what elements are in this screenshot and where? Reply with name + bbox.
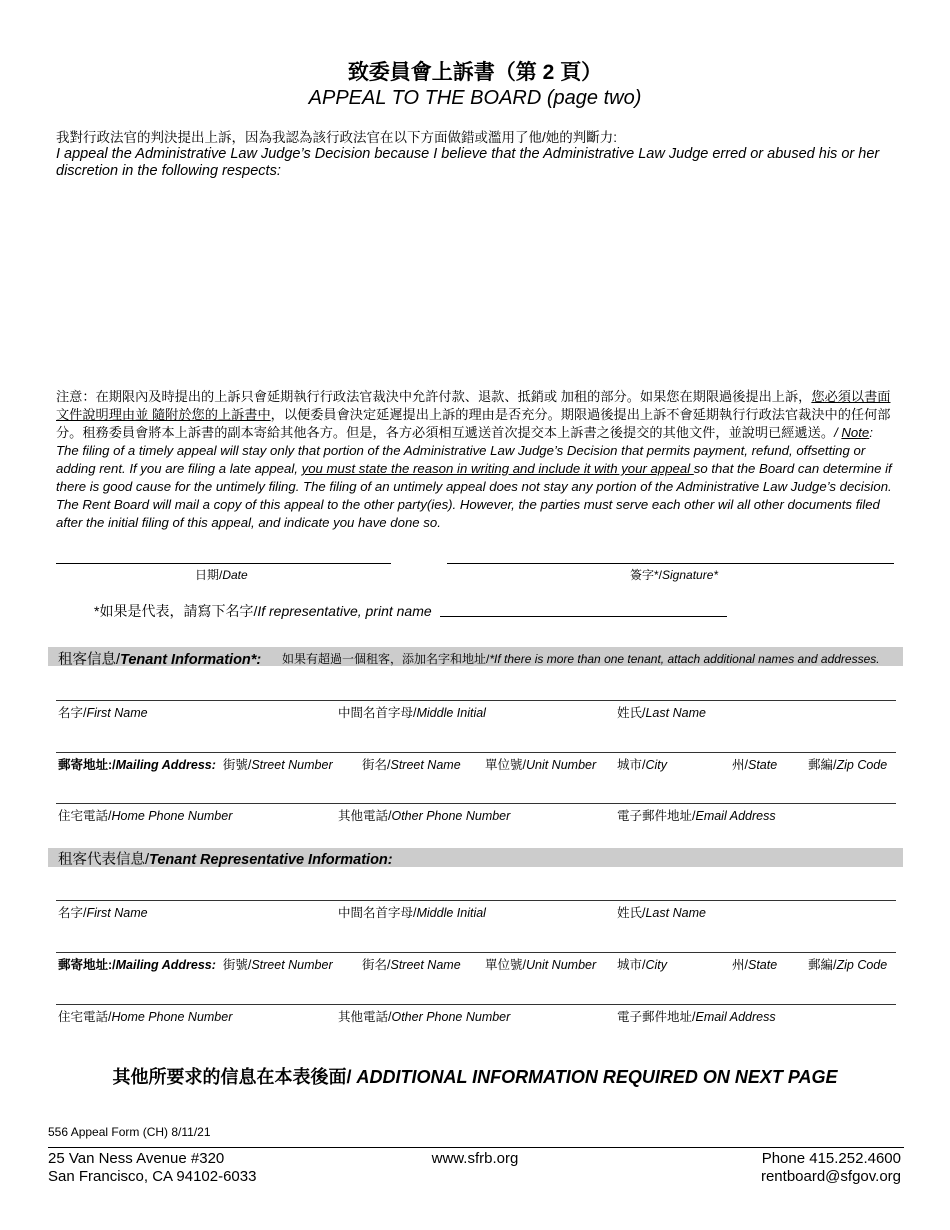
rep-home-phone-label: 住宅電話/Home Phone Number — [58, 1010, 233, 1024]
title-zh-num: 2 — [542, 61, 555, 84]
note-zh-underlined: 您必須以書面文件說明理由並 隨附於您的上訴書中 — [56, 389, 891, 422]
note-en-part1: : The filing of a timely appeal will stay only that portion of the Administrative Law Judge’s Decision that permits payment, refund, offsetting or adding rent. If you are filing a late appeal, — [56, 425, 873, 476]
note-en-part2: so that the Board can determine if there is good cause for the untimely filing. The filing of an untimely appeal does not stay any portion of the Administrative Law Judge’s decision. The Rent Board will mail a copy of this appeal to the other party(ies). However, the parties must serve each other wil all other documents filed after the initial filing of this appeal, and indicate you have done so. — [56, 461, 892, 530]
note-en-sep: / — [834, 425, 842, 440]
page-title-en: APPEAL TO THE BOARD (page two) — [308, 87, 642, 109]
note-zh-part1: 注意：在期限內及時提出的上訴只會延期執行行政法官裁決中允許付款、退款、抵銷或 加租的部分。如果您在期限過後提出上訴， — [56, 389, 812, 404]
tenant-home-phone-label: 住宅電話/Home Phone Number — [58, 809, 233, 823]
rep-other-phone-label: 其他電話/Other Phone Number — [338, 1010, 511, 1024]
rep-first-name-label: 名字/First Name — [58, 906, 148, 920]
rep-mailing-address-label: 郵寄地址:/Mailing Address: 街號/Street Number — [58, 958, 333, 972]
tenant-unit-number-label: 單位號/Unit Number — [485, 758, 597, 772]
address-line-1: 25 Van Ness Avenue #320 — [48, 1150, 225, 1167]
rep-email-label: 電子郵件地址/Email Address — [617, 1010, 776, 1024]
tenant-info-title: 租客信息/Tenant Information*: — [58, 652, 262, 668]
tenant-last-name-label: 姓氏/Last Name — [617, 706, 706, 720]
tenant-other-phone-label: 其他電話/Other Phone Number — [338, 809, 511, 823]
representative-name-line[interactable] — [440, 616, 727, 617]
address-line-2: San Francisco, CA 94102-6033 — [48, 1168, 257, 1185]
tenant-state-label: 州/State — [732, 758, 778, 772]
rep-middle-initial-label: 中間名首字母/Middle Initial — [338, 906, 486, 920]
rep-last-name-label: 姓氏/Last Name — [617, 906, 706, 920]
title-zh-post: 頁） — [560, 61, 603, 84]
footer-website[interactable]: www.sfrb.org — [431, 1150, 519, 1167]
tenant-email-label: 電子郵件地址/Email Address — [617, 809, 776, 823]
tenant-city-label: 城市/City — [617, 758, 668, 772]
representative-info-title: 租客代表信息/Tenant Representative Information: — [58, 852, 393, 868]
tenant-info-note: 如果有超過一個租客，添加名字和地址/*If there is more than one tenant, attach additional names and addresses. — [282, 652, 880, 666]
page-title-zh — [0, 56, 950, 86]
rep-phone-line[interactable] — [56, 1004, 896, 1005]
tenant-phone-line[interactable] — [56, 803, 896, 804]
tenant-name-line[interactable] — [56, 700, 896, 701]
rep-address-line[interactable] — [56, 952, 896, 953]
footer-phone: Phone 415.252.4600 — [761, 1150, 901, 1167]
rep-zip-code-label: 郵編/Zip Code — [808, 958, 888, 972]
representative-name-label: *如果是代表，請寫下名字/If representative, print name — [94, 603, 432, 619]
intro-text-zh: 我對行政法官的判決提出上訴，因為我認為該行政法官在以下方面做錯或濫用了他/她的判斷力: — [56, 130, 618, 145]
rep-unit-number-label: 單位號/Unit Number — [485, 958, 597, 972]
form-id: 556 Appeal Form (CH) 8/11/21 — [48, 1125, 211, 1139]
tenant-first-name-label: 名字/First Name — [58, 706, 148, 720]
signature-label: 簽字*/Signature* — [630, 568, 719, 582]
note-en-underlined: you must state the reason in writing and include it with your appeal — [301, 461, 694, 476]
signature-line[interactable] — [447, 563, 894, 564]
note-en-note-word: Note — [841, 425, 870, 440]
tenant-street-name-label: 街名/Street Name — [362, 758, 461, 772]
footer-rule — [48, 1147, 904, 1148]
footer-contact — [761, 1150, 901, 1186]
rep-street-name-label: 街名/Street Name — [362, 958, 461, 972]
rep-state-label: 州/State — [732, 958, 778, 972]
tenant-middle-initial-label: 中間名首字母/Middle Initial — [338, 706, 486, 720]
tenant-mailing-address-label: 郵寄地址:/Mailing Address: 街號/Street Number — [58, 758, 333, 772]
rep-city-label: 城市/City — [617, 958, 668, 972]
note-paragraph — [56, 388, 896, 532]
date-label: 日期/Date — [195, 568, 248, 582]
appeal-reasons-area[interactable] — [56, 185, 896, 380]
rep-name-line[interactable] — [56, 900, 896, 901]
intro-text-en: I appeal the Administrative Law Judge’s Decision because I believe that the Administrative Law Judge erred or abused his or her discretion in the following respects: — [56, 146, 880, 179]
tenant-zip-code-label: 郵編/Zip Code — [808, 758, 888, 772]
additional-info-notice: 其他所要求的信息在本表後面/ ADDITIONAL INFORMATION REQUIRED ON NEXT PAGE — [112, 1067, 838, 1087]
footer-email[interactable]: rentboard@sfgov.org — [760, 1168, 901, 1185]
note-zh-part2: ，以便委員會決定延遲提出上訴的理由是否充分。期限過後提出上訴不會延期執行行政法官裁決中的任何部分。租務委員會將本上訴書的副本寄給其他各方。但是，各方必須相互遞送首次提交本上訴書之後提交的其他文件，並說明已經遞送。 — [56, 407, 891, 440]
tenant-address-line[interactable] — [56, 752, 896, 753]
title-zh-pre: 致委員會上訴書（第 — [347, 61, 537, 84]
date-line[interactable] — [56, 563, 391, 564]
